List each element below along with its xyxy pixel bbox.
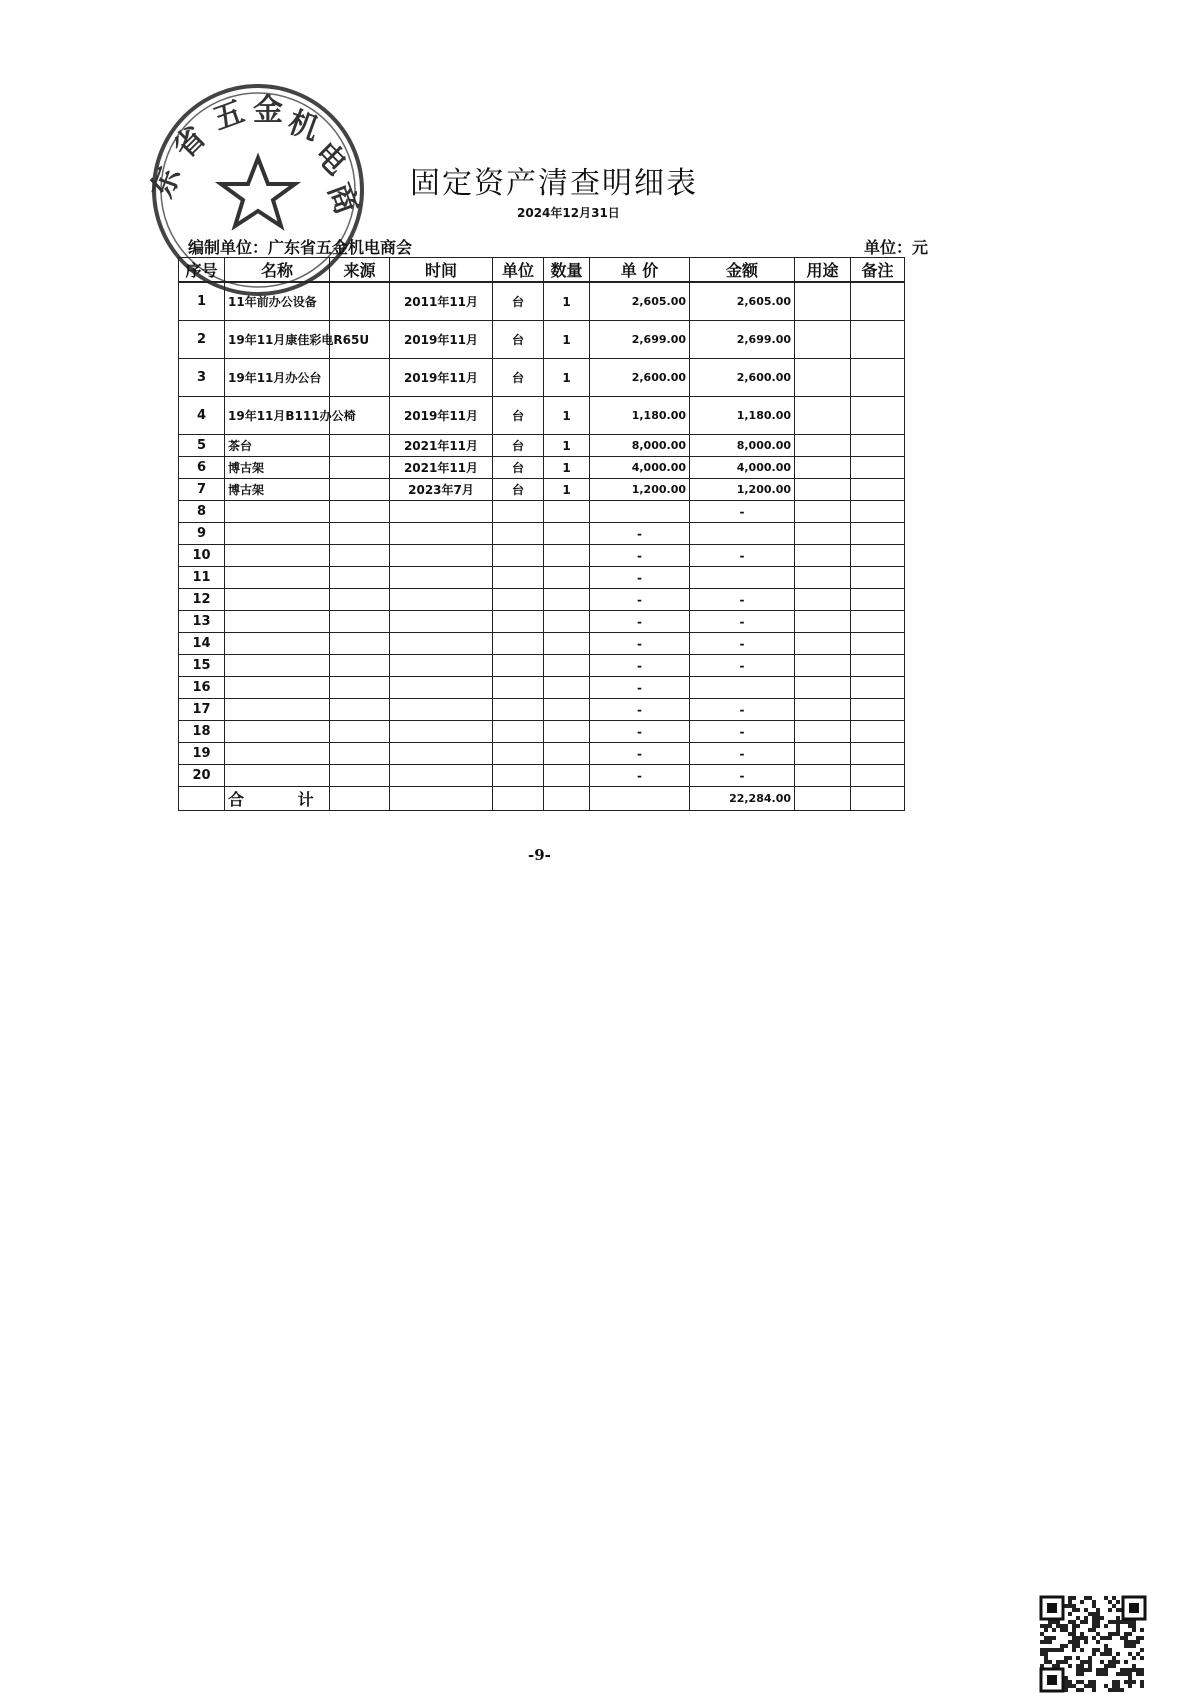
row-use-cell: [795, 359, 851, 397]
row-amount-cell: 4,000.00: [690, 457, 795, 479]
row-amount-cell: -: [690, 765, 795, 787]
row-time-cell: [390, 699, 493, 721]
row-source-cell: [330, 435, 390, 457]
row-source-cell: [330, 457, 390, 479]
row-no-cell: 13: [179, 611, 225, 633]
col-header-name: 名称: [225, 258, 330, 283]
row-time-cell: 2019年11月: [390, 321, 493, 359]
row-note-cell: [851, 655, 905, 677]
row-qty-cell: [544, 743, 590, 765]
row-qty-cell: [544, 699, 590, 721]
row-amount-cell: -: [690, 545, 795, 567]
row-source-cell: [330, 523, 390, 545]
row-unit-cell: 台: [493, 479, 544, 501]
row-time-cell: [390, 655, 493, 677]
row-price-cell: 1,200.00: [590, 479, 690, 501]
row-price-cell: -: [590, 589, 690, 611]
total-row: [179, 787, 905, 811]
col-header-time: 时间: [390, 258, 493, 283]
row-price-cell: -: [590, 655, 690, 677]
row-note-cell: [851, 501, 905, 523]
row-time-cell: [390, 633, 493, 655]
row-use-cell: [795, 457, 851, 479]
row-qty-cell: 1: [544, 479, 590, 501]
row-name-cell: [225, 611, 330, 633]
row-use-cell: [795, 633, 851, 655]
row-use-cell: [795, 589, 851, 611]
row-time-cell: [390, 677, 493, 699]
row-use-cell: [795, 435, 851, 457]
row-no-cell: 6: [179, 457, 225, 479]
row-note-cell: [851, 523, 905, 545]
row-price-cell: 2,605.00: [590, 282, 690, 321]
row-amount-cell: [690, 567, 795, 589]
row-note-cell: [851, 633, 905, 655]
prepared-by-label: 编制单位：: [188, 238, 269, 257]
qr-code-icon: [1040, 1596, 1146, 1692]
row-name-cell: [225, 589, 330, 611]
row-price-cell: -: [590, 699, 690, 721]
row-price-cell: -: [590, 611, 690, 633]
row-name-cell: 博古架: [225, 457, 330, 479]
row-name-cell: [225, 699, 330, 721]
svg-text:省: 省: [166, 119, 213, 166]
table-header-row: [179, 258, 905, 283]
row-source-cell: [330, 677, 390, 699]
row-use-cell: [795, 721, 851, 743]
row-name-cell: [225, 765, 330, 787]
row-source-cell: [330, 545, 390, 567]
row-qty-cell: 1: [544, 435, 590, 457]
row-amount-cell: -: [690, 721, 795, 743]
svg-text:商: 商: [320, 178, 364, 219]
row-unit-cell: 台: [493, 457, 544, 479]
row-note-cell: [851, 743, 905, 765]
table-row: [179, 321, 905, 359]
row-name-cell: [225, 545, 330, 567]
row-use-cell: [795, 743, 851, 765]
row-qty-cell: [544, 523, 590, 545]
row-no-cell: 7: [179, 479, 225, 501]
row-note-cell: [851, 359, 905, 397]
row-price-cell: -: [590, 567, 690, 589]
row-amount-cell: 2,699.00: [690, 321, 795, 359]
row-name-cell: [225, 677, 330, 699]
row-amount-cell: -: [690, 743, 795, 765]
row-no-cell: 16: [179, 677, 225, 699]
row-note-cell: [851, 699, 905, 721]
row-price-cell: 8,000.00: [590, 435, 690, 457]
row-qty-cell: [544, 611, 590, 633]
total-empty-cell: [590, 787, 690, 811]
total-empty-cell: [795, 787, 851, 811]
row-use-cell: [795, 765, 851, 787]
row-qty-cell: [544, 765, 590, 787]
row-use-cell: [795, 677, 851, 699]
row-time-cell: [390, 589, 493, 611]
page-number: -9-: [528, 846, 551, 864]
row-note-cell: [851, 611, 905, 633]
row-price-cell: -: [590, 743, 690, 765]
row-no-cell: 10: [179, 545, 225, 567]
row-amount-cell: 1,180.00: [690, 397, 795, 435]
row-qty-cell: [544, 721, 590, 743]
table-row: [179, 567, 905, 589]
row-name-cell: [225, 655, 330, 677]
row-unit-cell: [493, 765, 544, 787]
table-row: [179, 765, 905, 787]
svg-text:机: 机: [283, 104, 324, 148]
row-time-cell: [390, 721, 493, 743]
currency-unit: 单位：元: [863, 238, 928, 257]
row-time-cell: [390, 501, 493, 523]
row-note-cell: [851, 435, 905, 457]
prepared-by: [188, 235, 412, 258]
row-price-cell: -: [590, 721, 690, 743]
table-row: [179, 435, 905, 457]
report-date: 2024年12月31日: [517, 206, 620, 220]
row-source-cell: [330, 501, 390, 523]
row-qty-cell: 1: [544, 359, 590, 397]
row-source-cell: [330, 589, 390, 611]
row-use-cell: [795, 479, 851, 501]
row-time-cell: [390, 743, 493, 765]
row-time-cell: 2023年7月: [390, 479, 493, 501]
svg-text:东: 东: [144, 162, 188, 203]
table-row: [179, 282, 905, 321]
row-use-cell: [795, 321, 851, 359]
row-no-cell: 8: [179, 501, 225, 523]
row-qty-cell: [544, 545, 590, 567]
row-qty-cell: 1: [544, 457, 590, 479]
page-title: 固定资产清查明细表: [410, 166, 698, 201]
table-row: [179, 397, 905, 435]
row-time-cell: [390, 567, 493, 589]
table-row: [179, 359, 905, 397]
row-no-cell: 15: [179, 655, 225, 677]
row-no-cell: 11: [179, 567, 225, 589]
row-qty-cell: [544, 567, 590, 589]
row-no-cell: 2: [179, 321, 225, 359]
col-header-qty: 数量: [544, 258, 590, 283]
row-amount-cell: -: [690, 589, 795, 611]
row-source-cell: [330, 743, 390, 765]
row-unit-cell: [493, 611, 544, 633]
row-name-cell: 博古架: [225, 479, 330, 501]
row-use-cell: [795, 523, 851, 545]
row-time-cell: 2021年11月: [390, 435, 493, 457]
row-amount-cell: [690, 677, 795, 699]
row-price-cell: 2,600.00: [590, 359, 690, 397]
row-name-cell: 19年11月B111办公椅: [225, 397, 330, 435]
table-row: [179, 611, 905, 633]
row-price-cell: 2,699.00: [590, 321, 690, 359]
row-unit-cell: [493, 721, 544, 743]
svg-text:五: 五: [208, 94, 249, 138]
row-amount-cell: -: [690, 655, 795, 677]
svg-text:金: 金: [253, 93, 283, 128]
row-price-cell: -: [590, 545, 690, 567]
row-unit-cell: [493, 743, 544, 765]
table-row: [179, 501, 905, 523]
row-unit-cell: 台: [493, 397, 544, 435]
col-header-no: 序号: [179, 258, 225, 283]
row-amount-cell: 2,600.00: [690, 359, 795, 397]
row-price-cell: -: [590, 633, 690, 655]
row-unit-cell: [493, 567, 544, 589]
row-no-cell: 5: [179, 435, 225, 457]
row-name-cell: 11年前办公设备: [225, 282, 330, 321]
row-unit-cell: [493, 633, 544, 655]
table-row: [179, 523, 905, 545]
col-header-unit: 单位: [493, 258, 544, 283]
table-row: [179, 677, 905, 699]
row-qty-cell: [544, 655, 590, 677]
prepared-by-value: 广东省五金机电商会: [268, 238, 413, 257]
row-use-cell: [795, 397, 851, 435]
row-unit-cell: [493, 589, 544, 611]
row-note-cell: [851, 397, 905, 435]
row-source-cell: [330, 282, 390, 321]
row-time-cell: [390, 523, 493, 545]
row-source-cell: [330, 699, 390, 721]
row-qty-cell: 1: [544, 321, 590, 359]
row-name-cell: [225, 743, 330, 765]
row-use-cell: [795, 501, 851, 523]
col-header-use: 用途: [795, 258, 851, 283]
row-price-cell: 4,000.00: [590, 457, 690, 479]
table-body: [179, 282, 905, 787]
table-row: [179, 743, 905, 765]
row-source-cell: [330, 765, 390, 787]
row-no-cell: 17: [179, 699, 225, 721]
row-amount-cell: -: [690, 699, 795, 721]
row-note-cell: [851, 457, 905, 479]
svg-text:电: 电: [307, 135, 354, 182]
total-empty-cell: [330, 787, 390, 811]
row-use-cell: [795, 655, 851, 677]
total-empty-cell: [390, 787, 493, 811]
col-header-source: 来源: [330, 258, 390, 283]
row-time-cell: [390, 611, 493, 633]
row-time-cell: 2021年11月: [390, 457, 493, 479]
row-unit-cell: 台: [493, 359, 544, 397]
row-no-cell: 4: [179, 397, 225, 435]
row-use-cell: [795, 611, 851, 633]
row-amount-cell: [690, 523, 795, 545]
total-no-cell: [179, 787, 225, 811]
table-row: [179, 457, 905, 479]
row-note-cell: [851, 721, 905, 743]
row-use-cell: [795, 282, 851, 321]
row-name-cell: [225, 567, 330, 589]
row-use-cell: [795, 567, 851, 589]
row-note-cell: [851, 567, 905, 589]
row-source-cell: [330, 655, 390, 677]
row-note-cell: [851, 545, 905, 567]
total-empty-cell: [493, 787, 544, 811]
total-empty-cell: [851, 787, 905, 811]
row-note-cell: [851, 589, 905, 611]
col-header-price: 单 价: [590, 258, 690, 283]
row-unit-cell: [493, 677, 544, 699]
row-source-cell: [330, 479, 390, 501]
row-unit-cell: 台: [493, 282, 544, 321]
row-no-cell: 14: [179, 633, 225, 655]
row-name-cell: [225, 721, 330, 743]
row-unit-cell: 台: [493, 321, 544, 359]
col-header-note: 备注: [851, 258, 905, 283]
table-row: [179, 479, 905, 501]
row-use-cell: [795, 699, 851, 721]
row-name-cell: 19年11月办公台: [225, 359, 330, 397]
row-note-cell: [851, 479, 905, 501]
total-amount: 22,284.00: [690, 787, 795, 811]
header-meta: [188, 235, 928, 257]
row-source-cell: [330, 633, 390, 655]
row-time-cell: 2019年11月: [390, 397, 493, 435]
row-unit-cell: [493, 545, 544, 567]
row-price-cell: -: [590, 523, 690, 545]
row-note-cell: [851, 321, 905, 359]
row-source-cell: [330, 611, 390, 633]
row-no-cell: 20: [179, 765, 225, 787]
row-amount-cell: 1,200.00: [690, 479, 795, 501]
row-note-cell: [851, 282, 905, 321]
row-no-cell: 12: [179, 589, 225, 611]
row-unit-cell: [493, 655, 544, 677]
row-no-cell: 1: [179, 282, 225, 321]
row-name-cell: [225, 501, 330, 523]
row-time-cell: 2011年11月: [390, 282, 493, 321]
row-amount-cell: -: [690, 633, 795, 655]
row-qty-cell: 1: [544, 282, 590, 321]
row-amount-cell: 8,000.00: [690, 435, 795, 457]
row-no-cell: 19: [179, 743, 225, 765]
row-time-cell: [390, 545, 493, 567]
row-name-cell: 19年11月康佳彩电R65U: [225, 321, 330, 359]
row-name-cell: [225, 523, 330, 545]
row-source-cell: [330, 359, 390, 397]
row-note-cell: [851, 765, 905, 787]
table-row: [179, 721, 905, 743]
row-unit-cell: [493, 699, 544, 721]
total-label: 合 计: [225, 787, 330, 811]
row-qty-cell: [544, 677, 590, 699]
row-price-cell: [590, 501, 690, 523]
row-qty-cell: [544, 501, 590, 523]
row-use-cell: [795, 545, 851, 567]
row-amount-cell: -: [690, 501, 795, 523]
row-name-cell: 茶台: [225, 435, 330, 457]
row-time-cell: 2019年11月: [390, 359, 493, 397]
total-empty-cell: [544, 787, 590, 811]
row-unit-cell: 台: [493, 435, 544, 457]
row-price-cell: -: [590, 677, 690, 699]
row-name-cell: [225, 633, 330, 655]
row-no-cell: 18: [179, 721, 225, 743]
row-time-cell: [390, 765, 493, 787]
asset-table: [178, 257, 905, 811]
row-price-cell: -: [590, 765, 690, 787]
row-amount-cell: 2,605.00: [690, 282, 795, 321]
row-amount-cell: -: [690, 611, 795, 633]
col-header-amount: 金额: [690, 258, 795, 283]
row-source-cell: [330, 567, 390, 589]
row-price-cell: 1,180.00: [590, 397, 690, 435]
row-qty-cell: [544, 633, 590, 655]
row-no-cell: 3: [179, 359, 225, 397]
table-row: [179, 699, 905, 721]
table-row: [179, 589, 905, 611]
row-note-cell: [851, 677, 905, 699]
row-source-cell: [330, 721, 390, 743]
row-no-cell: 9: [179, 523, 225, 545]
row-qty-cell: 1: [544, 397, 590, 435]
table-row: [179, 655, 905, 677]
row-unit-cell: [493, 501, 544, 523]
row-qty-cell: [544, 589, 590, 611]
table-row: [179, 633, 905, 655]
table-row: [179, 545, 905, 567]
row-unit-cell: [493, 523, 544, 545]
